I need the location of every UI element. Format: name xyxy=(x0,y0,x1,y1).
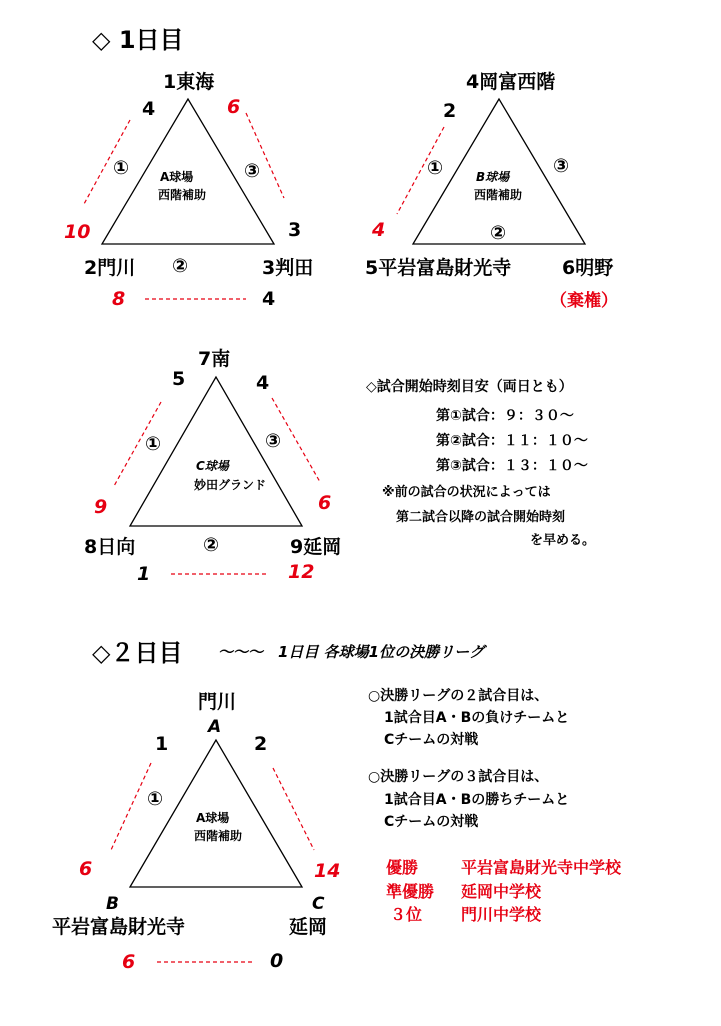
group-c-left-team: 8日向 xyxy=(84,536,136,558)
final-right-letter: C xyxy=(312,894,325,914)
group-c-game2-marker: ② xyxy=(203,534,220,556)
final-top-letter: A xyxy=(208,717,222,737)
final-league xyxy=(52,691,340,973)
schedule-title: ◇試合開始時刻目安（両日とも） xyxy=(366,379,573,395)
group-a-g3-top-score: 6 xyxy=(227,96,241,118)
group-b-game2-marker: ② xyxy=(490,222,507,244)
note-game3-line2: 1試合目A・Bの勝ちチームと xyxy=(384,792,570,808)
day1-heading: ◇ 1日目 xyxy=(92,26,184,54)
final-notes xyxy=(368,687,569,830)
schedule-game3: 第③試合：１３：１０～ xyxy=(436,458,588,474)
final-ac-dash xyxy=(273,768,314,850)
group-c-venue-line1: C球場 xyxy=(196,459,229,473)
group-b-top-team: 4岡富西階 xyxy=(466,71,556,93)
final-top-team: 門川 xyxy=(198,691,237,713)
final-ab-left-score: 6 xyxy=(79,858,93,880)
group-c-g3-right-score: 6 xyxy=(318,492,332,514)
group-c xyxy=(84,348,341,585)
group-a-venue-line2: 西階補助 xyxy=(158,188,207,202)
note-game2-line3: Cチームの対戦 xyxy=(384,732,479,748)
group-a-g1-top-score: 4 xyxy=(142,98,156,120)
runner-up-label: 準優勝 xyxy=(386,882,435,901)
group-a-game2-marker: ② xyxy=(172,255,189,277)
group-b-g1-left-score: 4 xyxy=(372,219,386,241)
final-bc-left-score: 6 xyxy=(122,951,136,973)
group-a-right-team: 3判田 xyxy=(262,257,314,279)
third-label: ３位 xyxy=(390,905,423,924)
runner-up-team: 延岡中学校 xyxy=(461,882,542,901)
group-a-g1-left-score: 10 xyxy=(64,221,91,243)
group-a-venue-line1: A球場 xyxy=(160,170,194,184)
final-ac-top-score: 2 xyxy=(254,733,268,755)
group-a-g2-left-score: 8 xyxy=(112,288,126,310)
group-b-g1-top-score: 2 xyxy=(443,100,457,122)
final-right-team: 延岡 xyxy=(289,916,328,938)
group-a-top-team: 1東海 xyxy=(163,71,215,93)
champion-team: 平岩富島財光寺中学校 xyxy=(461,858,622,877)
schedule-game1: 第①試合：９：３０～ xyxy=(436,408,574,424)
group-a-g3-dash xyxy=(246,113,284,198)
final-left-letter: B xyxy=(106,894,119,914)
group-c-game3-marker: ③ xyxy=(265,430,282,452)
group-c-g1-left-score: 9 xyxy=(94,496,108,518)
champion-label: 優勝 xyxy=(386,858,419,877)
group-c-right-team: 9延岡 xyxy=(290,536,342,558)
schedule-game2: 第②試合：１１：１０～ xyxy=(436,433,588,449)
note-game3-line3: Cチームの対戦 xyxy=(384,814,479,830)
final-bc-right-score: 0 xyxy=(270,950,284,972)
group-a-left-team: 2門川 xyxy=(84,257,136,279)
final-venue-line1: A球場 xyxy=(196,811,230,825)
group-c-top-team: 7南 xyxy=(198,348,231,370)
day2-heading: ◇２日目 xyxy=(92,639,183,667)
group-c-g2-right-score: 12 xyxy=(288,561,315,583)
third-team: 門川中学校 xyxy=(461,905,542,924)
group-c-g3-top-score: 4 xyxy=(256,372,270,394)
final-ac-right-score: 14 xyxy=(314,860,341,882)
group-a-g3-right-score: 3 xyxy=(288,219,302,241)
group-b-right-team: 6明野 xyxy=(562,257,614,279)
group-b-venue-line2: 西階補助 xyxy=(474,188,523,202)
group-c-g1-top-score: 5 xyxy=(172,368,186,390)
group-b-venue-line1: B球場 xyxy=(476,170,510,184)
note-game3-line1: ○決勝リーグの３試合目は、 xyxy=(368,769,549,785)
group-b-game1-marker: ① xyxy=(427,157,444,179)
group-c-venue-line2: 妙田グランド xyxy=(194,478,267,492)
final-ab-top-score: 1 xyxy=(155,733,169,755)
group-a xyxy=(64,70,313,310)
day2-subtitle: ～～～ 1日目 各球場1位の決勝リーグ xyxy=(218,643,485,661)
final-game1-marker: ① xyxy=(147,788,164,810)
results xyxy=(386,858,622,924)
schedule-note-line3: を早める。 xyxy=(530,533,596,548)
group-a-g2-right-score: 4 xyxy=(262,288,276,310)
group-b-forfeit: （棄権） xyxy=(550,291,618,311)
schedule-note-line2: 第二試合以降の試合開始時刻 xyxy=(396,510,566,525)
group-b-left-team: 5平岩富島財光寺 xyxy=(365,257,512,279)
group-b-game3-marker: ③ xyxy=(553,155,570,177)
note-game2-line2: 1試合目A・Bの負けチームと xyxy=(384,710,570,726)
final-ab-dash xyxy=(111,763,151,850)
note-game2-line1: ○決勝リーグの２試合目は、 xyxy=(368,688,549,704)
schedule-note-line1: ※前の試合の状況によっては xyxy=(382,485,551,500)
final-venue-line2: 西階補助 xyxy=(194,829,243,843)
group-a-game1-marker: ① xyxy=(113,157,130,179)
schedule-block xyxy=(366,378,595,548)
group-a-game3-marker: ③ xyxy=(244,160,261,182)
final-left-team: 平岩富島財光寺 xyxy=(52,916,186,938)
group-b xyxy=(365,70,618,311)
group-c-game1-marker: ① xyxy=(145,433,162,455)
group-c-g2-left-score: 1 xyxy=(137,563,151,585)
